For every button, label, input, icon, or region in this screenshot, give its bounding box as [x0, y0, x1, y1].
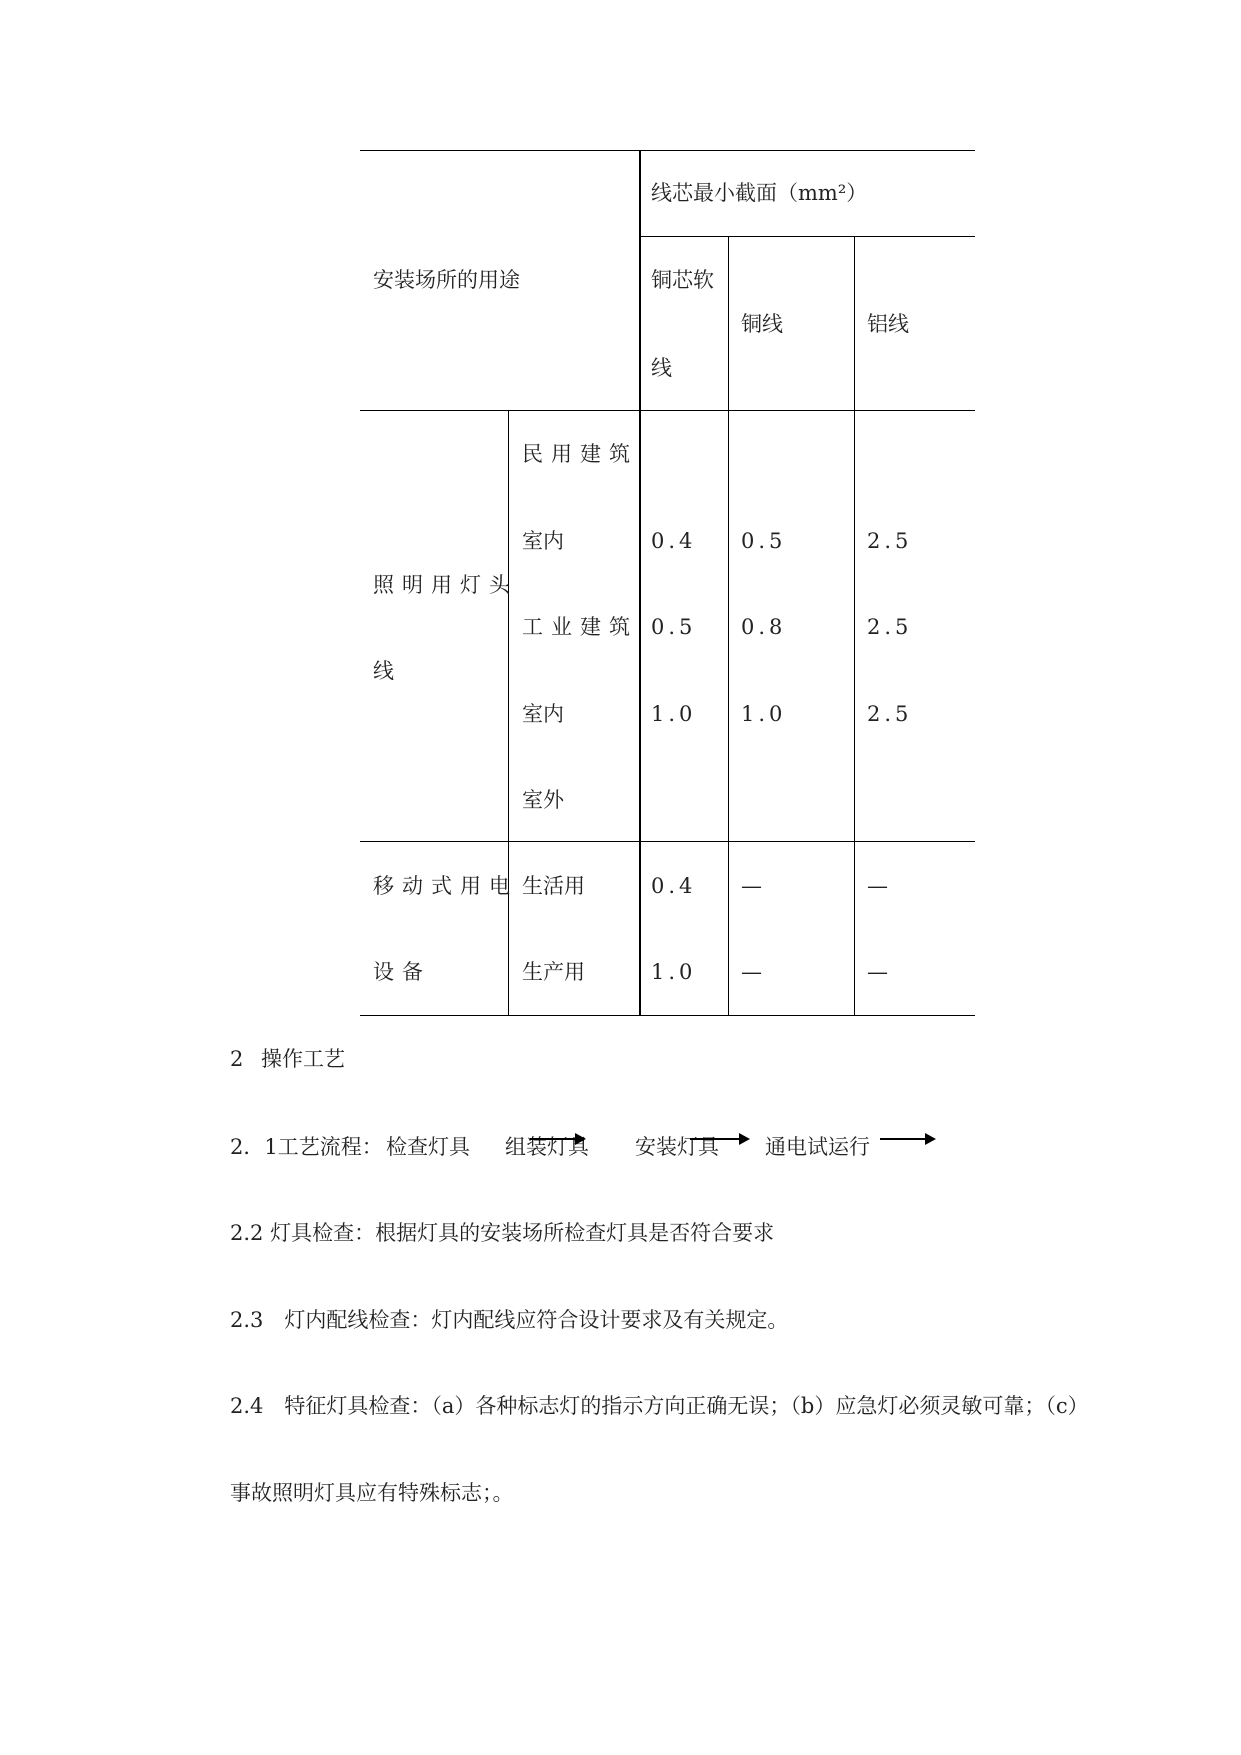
header-copper: 铜线 [741, 312, 783, 336]
flow-arrow-icon [690, 1133, 750, 1145]
lighting-sub-indoor-2: 室内 [522, 702, 564, 726]
table-rule [854, 236, 855, 1016]
lighting-r1-soft: 0.4 [651, 529, 697, 553]
flow-step-install: 安装灯具 [635, 1135, 719, 1159]
flow-label: 2．1工艺流程： [230, 1135, 383, 1159]
mobile-r2-soft: 1.0 [651, 960, 697, 984]
lighting-r1-copper: 0.5 [741, 529, 787, 553]
table-rule [639, 150, 641, 1016]
section-number: 2 [230, 1047, 244, 1071]
lighting-r1-aluminum: 2.5 [867, 529, 913, 553]
lighting-label-line1: 照明用灯头 [373, 573, 518, 597]
table-rule [360, 1015, 975, 1016]
header-usage: 安装场所的用途 [373, 268, 520, 292]
lighting-r3-soft: 1.0 [651, 702, 697, 726]
header-copper-soft-line1: 铜芯软 [651, 268, 714, 292]
header-aluminum: 铝线 [867, 312, 909, 336]
table-rule [360, 150, 975, 151]
mobile-r1-copper: — [741, 874, 762, 898]
mobile-r1-aluminum: — [867, 874, 888, 898]
mobile-r1-use: 生活用 [522, 874, 585, 898]
header-section-group: 线芯最小截面（mm²） [651, 181, 868, 205]
lighting-label-line2: 线 [373, 659, 394, 683]
mobile-r2-aluminum: — [867, 960, 888, 984]
lighting-r3-aluminum: 2.5 [867, 702, 913, 726]
table-rule [728, 236, 729, 1016]
mobile-r1-soft: 0.4 [651, 874, 697, 898]
mobile-label-line2: 设备 [373, 960, 431, 984]
flow-arrow-icon [880, 1133, 936, 1145]
lighting-sub-indoor-1: 室内 [522, 529, 564, 553]
mobile-r2-copper: — [741, 960, 762, 984]
lighting-sub-outdoor: 室外 [522, 788, 564, 812]
paragraph-2-3: 2.3 灯内配线检查：灯内配线应符合设计要求及有关规定。 [230, 1308, 789, 1332]
flow-arrow-icon [530, 1133, 586, 1145]
paragraph-2-4-line1: 2.4 特征灯具检查：（a）各种标志灯的指示方向正确无误；（b）应急灯必须灵敏可靠；（c） [230, 1394, 1089, 1418]
section-title: 操作工艺 [261, 1047, 345, 1071]
table-rule [640, 236, 975, 237]
flow-step-trial-run: 通电试运行 [765, 1135, 870, 1159]
table-rule [360, 410, 975, 411]
lighting-r2-aluminum: 2.5 [867, 615, 913, 639]
flow-step-inspect: 检查灯具 [386, 1135, 470, 1159]
flow-step-assemble: 组装灯具 [505, 1135, 589, 1159]
mobile-r2-use: 生产用 [522, 960, 585, 984]
lighting-r2-soft: 0.5 [651, 615, 697, 639]
paragraph-2-2: 2.2 灯具检查：根据灯具的安装场所检查灯具是否符合要求 [230, 1221, 775, 1245]
lighting-sub-civil: 民用建筑 [522, 442, 638, 466]
paragraph-2-4-line2: 事故照明灯具应有特殊标志；。 [230, 1481, 514, 1505]
mobile-label-line1: 移动式用电 [373, 874, 518, 898]
table-rule [360, 841, 975, 842]
header-copper-soft-line2: 线 [651, 356, 672, 380]
lighting-r2-copper: 0.8 [741, 615, 787, 639]
table-rule [508, 410, 509, 1016]
lighting-sub-industrial: 工业建筑 [522, 615, 638, 639]
lighting-r3-copper: 1.0 [741, 702, 787, 726]
